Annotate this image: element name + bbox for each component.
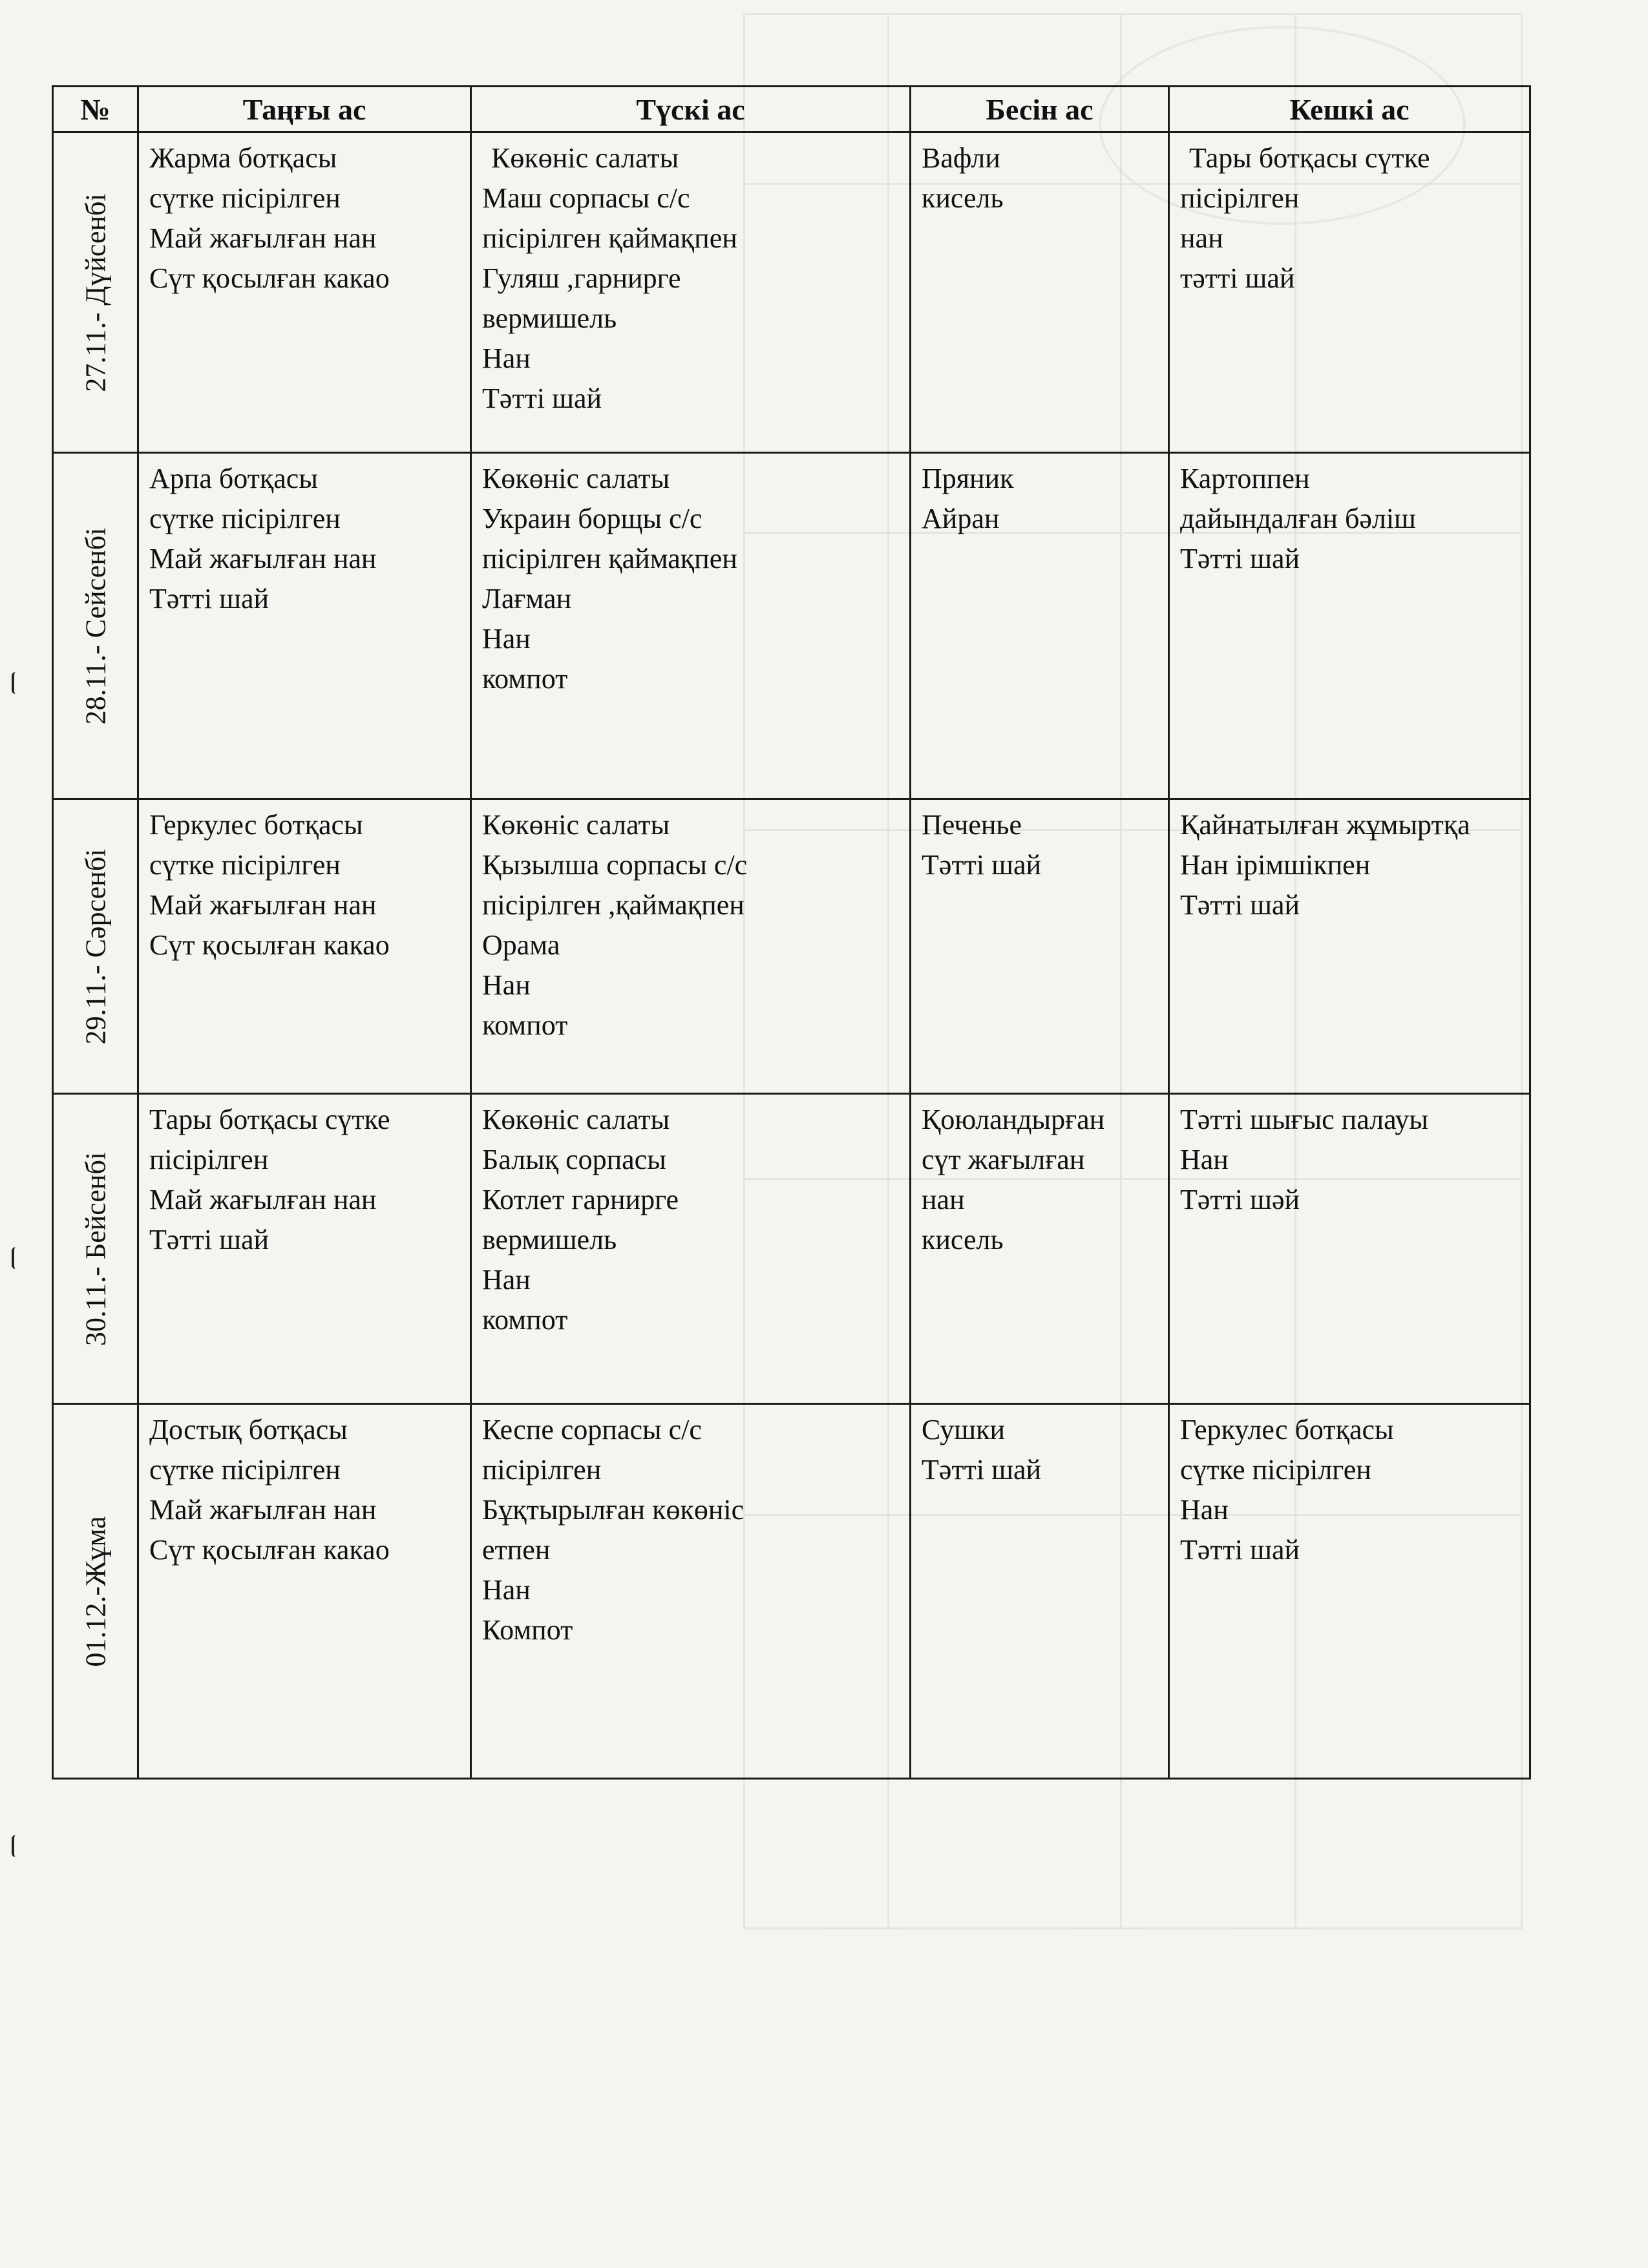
menu-line: Нан [482,1264,531,1296]
snack-cell [911,453,1169,799]
menu-line: Арпа ботқасы [149,463,318,494]
menu-line: сүтке пісірілген [149,1454,341,1486]
day-label: 29.11.- Сәрсенбі [79,848,111,1044]
menu-line: Сүт қосылған какао [149,929,390,961]
lunch-cell [471,799,911,1094]
lunch-cell [471,1094,911,1404]
dinner-cell [1169,453,1530,799]
menu-line: Тәтті шай [1180,889,1300,921]
menu-line: Балық сорпасы [482,1144,666,1175]
menu-line: Тәтті шай [1180,543,1300,574]
menu-line: етпен [482,1534,551,1566]
menu-line: пісірілген [1180,182,1300,214]
day-label: 30.11.- Бейсенбі [79,1151,111,1346]
menu-line: Компот [482,1614,573,1646]
menu-line: Тәтті шай [922,1454,1042,1486]
menu-line: Нан ірімшікпен [1180,849,1371,881]
menu-line: Тәтті шай [922,849,1042,881]
menu-line: Бұқтырылған көкөніс [482,1494,745,1526]
menu-line: Тәтті шай [482,383,602,414]
menu-line: компот [482,663,568,695]
snack-cell [911,132,1169,453]
menu-line: Нан [482,969,531,1001]
menu-line: Геркулес ботқасы [1180,1414,1394,1445]
menu-line: Айран [922,503,1000,534]
col-header-snack: Бесін ас [911,87,1169,132]
lunch-cell [471,453,911,799]
lunch-cell [471,132,911,453]
menu-line: Көкөніс салаты [482,463,670,494]
menu-line: Печенье [922,809,1022,841]
menu-line: сүтке пісірілген [149,503,341,534]
menu-line: Май жағылған нан [149,222,377,254]
weekly-menu-table [52,85,1531,1780]
menu-line: Гуляш ,гарнирге [482,262,681,294]
table-row [53,1094,1530,1404]
breakfast-cell [138,132,471,453]
menu-line: Тары ботқасы сүтке [1189,142,1430,174]
table-row [53,1404,1530,1779]
menu-line: Нан [1180,1494,1229,1526]
menu-line: сүтке пісірілген [1180,1454,1371,1486]
menu-line: Тәтті шығыс палауы [1180,1104,1428,1135]
table-row [53,453,1530,799]
menu-line: Көкөніс салаты [491,142,679,174]
menu-line: Нан [482,1574,531,1606]
menu-line: Тәтті шай [149,1224,269,1255]
menu-line: пісірілген қаймақпен [482,543,737,574]
breakfast-cell [138,1094,471,1404]
menu-line: Нан [482,623,531,655]
col-header-dinner: Кешкі ас [1169,87,1530,132]
dinner-cell [1169,1094,1530,1404]
menu-line: сүтке пісірілген [149,182,341,214]
header-row [53,87,1530,132]
day-cell [53,1094,138,1404]
day-label: 28.11.- Сейсенбі [79,527,111,724]
binding-mark [12,1247,21,1269]
breakfast-cell [138,1404,471,1779]
menu-line: Геркулес ботқасы [149,809,363,841]
menu-line: кисель [922,1224,1004,1255]
lunch-cell [471,1404,911,1779]
menu-line: компот [482,1009,568,1041]
menu-line: компот [482,1304,568,1336]
menu-line: Май жағылған нан [149,1494,377,1526]
menu-line: Котлет гарнирге [482,1184,679,1215]
menu-line: Жарма ботқасы [149,142,337,174]
day-cell [53,1404,138,1779]
dinner-cell [1169,799,1530,1094]
menu-line: кисель [922,182,1004,214]
menu-line: сүт жағылған [922,1144,1085,1175]
menu-line: вермишель [482,1224,617,1255]
dinner-cell [1169,1404,1530,1779]
menu-line: тәтті шай [1180,262,1295,294]
menu-line: пісірілген [482,1454,602,1486]
binding-mark [12,1835,21,1857]
snack-cell [911,1404,1169,1779]
snack-cell [911,1094,1169,1404]
menu-line: Май жағылған нан [149,1184,377,1215]
menu-line: Көкөніс салаты [482,809,670,841]
menu-line: нан [922,1184,965,1215]
menu-line: Лағман [482,583,572,614]
col-header-number: № [53,87,138,132]
menu-line: Маш сорпасы с/с [482,182,690,214]
menu-line: Сүт қосылған какао [149,262,390,294]
menu-line: Украин борщы с/с [482,503,703,534]
breakfast-cell [138,453,471,799]
menu-line: Тары ботқасы сүтке [149,1104,390,1135]
menu-line: Қызылша сорпасы с/с [482,849,748,881]
menu-line: Қайнатылған жұмыртқа [1180,809,1470,841]
menu-line: сүтке пісірілген [149,849,341,881]
menu-line: Тәтті шай [1180,1534,1300,1566]
day-cell [53,132,138,453]
menu-line: Май жағылған нан [149,889,377,921]
col-header-breakfast: Таңғы ас [138,87,471,132]
binding-mark [12,672,21,694]
menu-line: Вафли [922,142,1000,174]
menu-line: Достық ботқасы [149,1414,348,1445]
menu-line: Көкөніс салаты [482,1104,670,1135]
snack-cell [911,799,1169,1094]
menu-line: пісірілген қаймақпен [482,222,737,254]
menu-line: Тәтті шәй [1180,1184,1300,1215]
menu-line: Май жағылған нан [149,543,377,574]
day-cell [53,453,138,799]
day-cell [53,799,138,1094]
menu-line: Картоппен [1180,463,1310,494]
menu-line: Сүт қосылған какао [149,1534,390,1566]
col-header-lunch: Түскі ас [471,87,911,132]
menu-line: Нан [482,342,531,374]
menu-line: Қоюландырған [922,1104,1105,1135]
table-row [53,799,1530,1094]
menu-line: вермишель [482,302,617,334]
menu-line: Орама [482,929,560,961]
menu-line: нан [1180,222,1223,254]
menu-line: Нан [1180,1144,1229,1175]
breakfast-cell [138,799,471,1094]
menu-line: дайындалған бәліш [1180,503,1416,534]
menu-line: Кеспе сорпасы с/с [482,1414,702,1445]
menu-line: Тәтті шай [149,583,269,614]
menu-line: пісірілген ,қаймақпен [482,889,745,921]
menu-line: пісірілген [149,1144,269,1175]
day-label: 01.12.-Жұма [79,1515,111,1667]
day-label: 27.11.- Дүйсенбі [79,193,111,392]
table-row [53,132,1530,453]
menu-line: Сушки [922,1414,1006,1445]
menu-line: Пряник [922,463,1014,494]
dinner-cell [1169,132,1530,453]
